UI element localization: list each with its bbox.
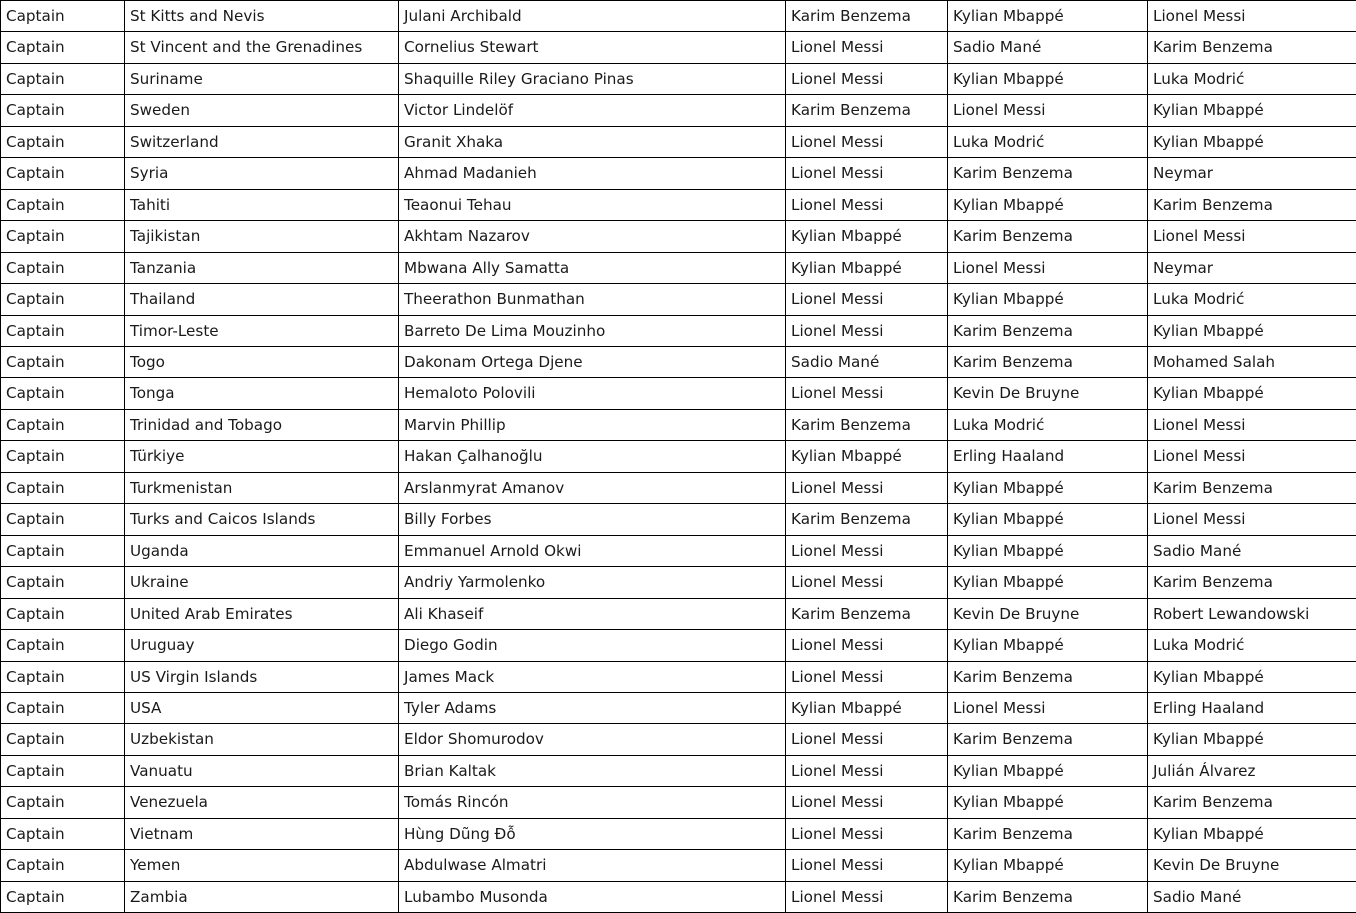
- cell-player-2: Kevin De Bruyne: [948, 378, 1148, 409]
- cell-role: Captain: [1, 126, 125, 157]
- cell-country: Türkiye: [125, 441, 399, 472]
- cell-captain: Cornelius Stewart: [399, 32, 786, 63]
- cell-role: Captain: [1, 221, 125, 252]
- cell-captain: Victor Lindelöf: [399, 95, 786, 126]
- cell-player-1: Lionel Messi: [786, 158, 948, 189]
- cell-captain: Andriy Yarmolenko: [399, 567, 786, 598]
- cell-captain: Shaquille Riley Graciano Pinas: [399, 63, 786, 94]
- table-row: [1, 504, 1356, 535]
- cell-role: Captain: [1, 409, 125, 440]
- cell-player-2: Luka Modrić: [948, 126, 1148, 157]
- cell-country: Yemen: [125, 850, 399, 881]
- cell-captain: Tyler Adams: [399, 692, 786, 723]
- cell-player-3: Kylian Mbappé: [1148, 818, 1356, 849]
- table-row: [1, 692, 1356, 723]
- cell-player-2: Kylian Mbappé: [948, 787, 1148, 818]
- cell-role: Captain: [1, 95, 125, 126]
- cell-player-3: Karim Benzema: [1148, 472, 1356, 503]
- cell-player-1: Lionel Messi: [786, 787, 948, 818]
- cell-player-1: Lionel Messi: [786, 881, 948, 912]
- cell-player-2: Sadio Mané: [948, 32, 1148, 63]
- table-row: [1, 567, 1356, 598]
- cell-role: Captain: [1, 598, 125, 629]
- table-row: [1, 221, 1356, 252]
- cell-player-2: Karim Benzema: [948, 818, 1148, 849]
- cell-captain: Teaonui Tehau: [399, 189, 786, 220]
- cell-player-2: Kylian Mbappé: [948, 630, 1148, 661]
- cell-player-2: Kylian Mbappé: [948, 850, 1148, 881]
- cell-country: United Arab Emirates: [125, 598, 399, 629]
- cell-role: Captain: [1, 787, 125, 818]
- cell-captain: Hemaloto Polovili: [399, 378, 786, 409]
- cell-captain: Lubambo Musonda: [399, 881, 786, 912]
- cell-country: Trinidad and Tobago: [125, 409, 399, 440]
- cell-player-1: Lionel Messi: [786, 63, 948, 94]
- cell-player-3: Lionel Messi: [1148, 1, 1356, 32]
- cell-player-3: Erling Haaland: [1148, 692, 1356, 723]
- cell-player-3: Kylian Mbappé: [1148, 95, 1356, 126]
- cell-player-2: Karim Benzema: [948, 881, 1148, 912]
- cell-captain: Dakonam Ortega Djene: [399, 346, 786, 377]
- cell-country: Zambia: [125, 881, 399, 912]
- cell-captain: Barreto De Lima Mouzinho: [399, 315, 786, 346]
- cell-player-1: Lionel Messi: [786, 755, 948, 786]
- cell-player-1: Lionel Messi: [786, 315, 948, 346]
- cell-role: Captain: [1, 441, 125, 472]
- cell-player-1: Lionel Messi: [786, 126, 948, 157]
- cell-captain: Tomás Rincón: [399, 787, 786, 818]
- cell-role: Captain: [1, 535, 125, 566]
- cell-captain: Arslanmyrat Amanov: [399, 472, 786, 503]
- cell-captain: Emmanuel Arnold Okwi: [399, 535, 786, 566]
- cell-player-2: Karim Benzema: [948, 346, 1148, 377]
- cell-player-2: Kylian Mbappé: [948, 535, 1148, 566]
- cell-country: Uruguay: [125, 630, 399, 661]
- cell-player-2: Kylian Mbappé: [948, 504, 1148, 535]
- cell-player-2: Karim Benzema: [948, 724, 1148, 755]
- cell-role: Captain: [1, 315, 125, 346]
- cell-player-3: Kylian Mbappé: [1148, 724, 1356, 755]
- cell-player-3: Lionel Messi: [1148, 409, 1356, 440]
- cell-captain: Hakan Çalhanoğlu: [399, 441, 786, 472]
- table-row: [1, 755, 1356, 786]
- table-row: [1, 724, 1356, 755]
- cell-captain: Mbwana Ally Samatta: [399, 252, 786, 283]
- cell-player-1: Kylian Mbappé: [786, 221, 948, 252]
- cell-player-3: Lionel Messi: [1148, 504, 1356, 535]
- table-row: [1, 32, 1356, 63]
- cell-player-1: Karim Benzema: [786, 504, 948, 535]
- cell-player-1: Kylian Mbappé: [786, 692, 948, 723]
- cell-player-2: Karim Benzema: [948, 315, 1148, 346]
- cell-country: Tonga: [125, 378, 399, 409]
- cell-country: Venezuela: [125, 787, 399, 818]
- cell-player-3: Sadio Mané: [1148, 535, 1356, 566]
- cell-player-2: Kylian Mbappé: [948, 472, 1148, 503]
- cell-player-1: Lionel Messi: [786, 630, 948, 661]
- cell-role: Captain: [1, 630, 125, 661]
- cell-role: Captain: [1, 692, 125, 723]
- cell-country: Tajikistan: [125, 221, 399, 252]
- cell-captain: Diego Godin: [399, 630, 786, 661]
- cell-country: St Vincent and the Grenadines: [125, 32, 399, 63]
- cell-captain: Marvin Phillip: [399, 409, 786, 440]
- cell-player-1: Karim Benzema: [786, 1, 948, 32]
- cell-role: Captain: [1, 346, 125, 377]
- cell-role: Captain: [1, 567, 125, 598]
- cell-country: Uzbekistan: [125, 724, 399, 755]
- cell-captain: Julani Archibald: [399, 1, 786, 32]
- cell-role: Captain: [1, 755, 125, 786]
- cell-player-1: Lionel Messi: [786, 378, 948, 409]
- cell-player-3: Karim Benzema: [1148, 567, 1356, 598]
- cell-player-3: Kylian Mbappé: [1148, 126, 1356, 157]
- cell-captain: Hùng Dũng Đỗ: [399, 818, 786, 849]
- table-row: [1, 158, 1356, 189]
- cell-player-1: Kylian Mbappé: [786, 441, 948, 472]
- cell-country: Tanzania: [125, 252, 399, 283]
- cell-player-1: Lionel Messi: [786, 661, 948, 692]
- cell-role: Captain: [1, 661, 125, 692]
- cell-captain: Eldor Shomurodov: [399, 724, 786, 755]
- cell-player-1: Lionel Messi: [786, 567, 948, 598]
- cell-role: Captain: [1, 724, 125, 755]
- cell-country: Syria: [125, 158, 399, 189]
- cell-country: Vietnam: [125, 818, 399, 849]
- cell-country: Turkmenistan: [125, 472, 399, 503]
- cell-role: Captain: [1, 818, 125, 849]
- cell-country: Ukraine: [125, 567, 399, 598]
- table-row: [1, 881, 1356, 912]
- cell-player-3: Karim Benzema: [1148, 32, 1356, 63]
- cell-player-2: Kylian Mbappé: [948, 1, 1148, 32]
- cell-player-3: Luka Modrić: [1148, 284, 1356, 315]
- cell-player-3: Neymar: [1148, 158, 1356, 189]
- cell-player-2: Kevin De Bruyne: [948, 598, 1148, 629]
- cell-player-3: Lionel Messi: [1148, 441, 1356, 472]
- table-row: [1, 472, 1356, 503]
- table-row: [1, 409, 1356, 440]
- cell-player-2: Erling Haaland: [948, 441, 1148, 472]
- cell-player-2: Kylian Mbappé: [948, 284, 1148, 315]
- cell-role: Captain: [1, 63, 125, 94]
- table-row: [1, 630, 1356, 661]
- cell-country: Switzerland: [125, 126, 399, 157]
- cell-player-1: Lionel Messi: [786, 818, 948, 849]
- table-row: [1, 126, 1356, 157]
- cell-captain: Billy Forbes: [399, 504, 786, 535]
- cell-player-3: Robert Lewandowski: [1148, 598, 1356, 629]
- cell-country: Tahiti: [125, 189, 399, 220]
- cell-country: USA: [125, 692, 399, 723]
- cell-player-2: Karim Benzema: [948, 158, 1148, 189]
- table-row: [1, 252, 1356, 283]
- cell-country: Sweden: [125, 95, 399, 126]
- table-row: [1, 189, 1356, 220]
- cell-player-1: Lionel Messi: [786, 850, 948, 881]
- cell-role: Captain: [1, 252, 125, 283]
- cell-player-3: Karim Benzema: [1148, 787, 1356, 818]
- cell-country: Vanuatu: [125, 755, 399, 786]
- cell-player-1: Karim Benzema: [786, 95, 948, 126]
- cell-captain: Ahmad Madanieh: [399, 158, 786, 189]
- cell-role: Captain: [1, 504, 125, 535]
- cell-captain: Abdulwase Almatri: [399, 850, 786, 881]
- table-body: [1, 1, 1356, 913]
- cell-role: Captain: [1, 472, 125, 503]
- cell-player-2: Lionel Messi: [948, 252, 1148, 283]
- cell-player-1: Lionel Messi: [786, 724, 948, 755]
- cell-captain: Theerathon Bunmathan: [399, 284, 786, 315]
- cell-player-2: Kylian Mbappé: [948, 63, 1148, 94]
- table-row: [1, 441, 1356, 472]
- cell-captain: Granit Xhaka: [399, 126, 786, 157]
- table-row: [1, 598, 1356, 629]
- cell-player-2: Luka Modrić: [948, 409, 1148, 440]
- cell-captain: James Mack: [399, 661, 786, 692]
- cell-player-3: Kylian Mbappé: [1148, 378, 1356, 409]
- cell-player-1: Lionel Messi: [786, 284, 948, 315]
- cell-country: Suriname: [125, 63, 399, 94]
- table-row: [1, 1, 1356, 32]
- cell-captain: Brian Kaltak: [399, 755, 786, 786]
- cell-player-3: Kylian Mbappé: [1148, 661, 1356, 692]
- cell-role: Captain: [1, 850, 125, 881]
- cell-player-2: Karim Benzema: [948, 221, 1148, 252]
- cell-player-1: Lionel Messi: [786, 472, 948, 503]
- cell-player-2: Kylian Mbappé: [948, 189, 1148, 220]
- table-row: [1, 346, 1356, 377]
- cell-role: Captain: [1, 189, 125, 220]
- cell-player-2: Kylian Mbappé: [948, 567, 1148, 598]
- cell-country: Timor-Leste: [125, 315, 399, 346]
- cell-role: Captain: [1, 378, 125, 409]
- cell-player-2: Lionel Messi: [948, 95, 1148, 126]
- table-row: [1, 787, 1356, 818]
- cell-role: Captain: [1, 284, 125, 315]
- cell-role: Captain: [1, 1, 125, 32]
- cell-captain: Ali Khaseif: [399, 598, 786, 629]
- cell-player-1: Lionel Messi: [786, 189, 948, 220]
- cell-player-3: Luka Modrić: [1148, 63, 1356, 94]
- cell-player-3: Sadio Mané: [1148, 881, 1356, 912]
- cell-player-3: Lionel Messi: [1148, 221, 1356, 252]
- cell-country: St Kitts and Nevis: [125, 1, 399, 32]
- cell-player-1: Kylian Mbappé: [786, 252, 948, 283]
- cell-role: Captain: [1, 881, 125, 912]
- cell-country: US Virgin Islands: [125, 661, 399, 692]
- table-row: [1, 95, 1356, 126]
- cell-player-3: Kevin De Bruyne: [1148, 850, 1356, 881]
- cell-player-1: Karim Benzema: [786, 409, 948, 440]
- cell-player-3: Luka Modrić: [1148, 630, 1356, 661]
- table-row: [1, 850, 1356, 881]
- table-row: [1, 284, 1356, 315]
- cell-player-2: Lionel Messi: [948, 692, 1148, 723]
- cell-player-1: Karim Benzema: [786, 598, 948, 629]
- cell-player-1: Sadio Mané: [786, 346, 948, 377]
- cell-player-3: Mohamed Salah: [1148, 346, 1356, 377]
- cell-country: Turks and Caicos Islands: [125, 504, 399, 535]
- table-row: [1, 818, 1356, 849]
- table-row: [1, 63, 1356, 94]
- cell-player-2: Karim Benzema: [948, 661, 1148, 692]
- cell-role: Captain: [1, 32, 125, 63]
- table-row: [1, 535, 1356, 566]
- cell-player-1: Lionel Messi: [786, 535, 948, 566]
- cell-player-2: Kylian Mbappé: [948, 755, 1148, 786]
- cell-player-1: Lionel Messi: [786, 32, 948, 63]
- cell-country: Thailand: [125, 284, 399, 315]
- cell-country: Uganda: [125, 535, 399, 566]
- cell-role: Captain: [1, 158, 125, 189]
- cell-player-3: Julián Álvarez: [1148, 755, 1356, 786]
- table-row: [1, 378, 1356, 409]
- cell-player-3: Neymar: [1148, 252, 1356, 283]
- table-row: [1, 315, 1356, 346]
- cell-player-3: Kylian Mbappé: [1148, 315, 1356, 346]
- cell-player-3: Karim Benzema: [1148, 189, 1356, 220]
- cell-captain: Akhtam Nazarov: [399, 221, 786, 252]
- table-row: [1, 661, 1356, 692]
- cell-country: Togo: [125, 346, 399, 377]
